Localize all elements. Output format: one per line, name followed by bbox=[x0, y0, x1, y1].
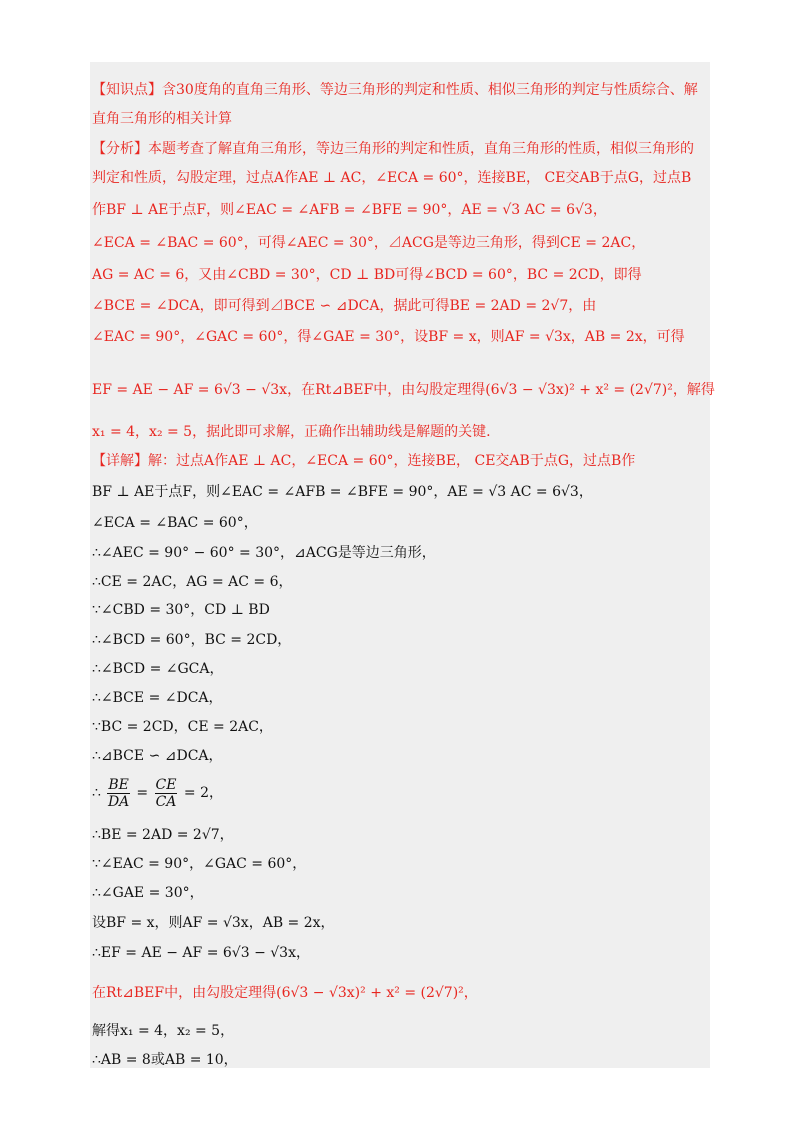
fraction-ce-ca bbox=[155, 777, 178, 810]
solution-line: ∴CE = 2AC，AG = AC = 6， bbox=[92, 574, 293, 590]
fraction-numerator: BE bbox=[108, 776, 129, 793]
solution-line: ∴⊿BCE ∽ ⊿DCA， bbox=[92, 748, 223, 764]
solution-line: BF ⊥ AE于点F，则∠EAC = ∠AFB = ∠BFE = 90°，AE = √3 AC = 6√3， bbox=[92, 484, 593, 500]
fraction-be-da bbox=[107, 777, 130, 810]
fraction-result: = 2， bbox=[183, 785, 224, 801]
solution-line: ∵BC = 2CD，CE = 2AC， bbox=[92, 719, 273, 735]
fraction-equation-line bbox=[92, 775, 712, 811]
analysis-line-9: x₁ = 4，x₂ = 5，据此即可求解，正确作出辅助线是解题的关键. bbox=[92, 424, 491, 440]
analysis-line-1: 【分析】本题考查了解直角三角形，等边三角形的判定和性质，直角三角形的性质，相似三角形的 bbox=[92, 141, 694, 157]
therefore-symbol: ∴ bbox=[92, 785, 101, 801]
solution-line: ∵∠EAC = 90°，∠GAC = 60°， bbox=[92, 856, 307, 872]
analysis-line-6: ∠BCE = ∠DCA，即可得到⊿BCE ∽ ⊿DCA，据此可得BE = 2AD = 2√7，由 bbox=[92, 298, 597, 314]
equals-sign: = bbox=[136, 785, 149, 801]
analysis-line-4: ∠ECA = ∠BAC = 60°，可得∠AEC = 30°，⊿ACG是等边三角形，得到CE = 2AC， bbox=[92, 235, 646, 251]
analysis-line-7: ∠EAC = 90°，∠GAC = 60°，得∠GAE = 30°，设BF = x，则AF = √3x，AB = 2x，可得 bbox=[92, 329, 685, 345]
solution-line: ∴∠BCD = 60°，BC = 2CD， bbox=[92, 632, 292, 648]
final-answer-line: ∴AB = 8或AB = 10， bbox=[92, 1052, 238, 1068]
fraction-numerator: CE bbox=[155, 776, 177, 793]
pythagorean-line: 在Rt⊿BEF中，由勾股定理得(6√3 − √3x)² + x² = (2√7)²， bbox=[92, 985, 478, 1001]
solution-line: ∴EF = AE − AF = 6√3 − √3x， bbox=[92, 945, 310, 961]
fraction-denominator: CA bbox=[155, 793, 177, 810]
analysis-line-8: EF = AE − AF = 6√3 − √3x，在Rt⊿BEF中，由勾股定理得(6√3 − √3x)² + x² = (2√7)²，解得 bbox=[92, 382, 715, 398]
solution-line: ∴BE = 2AD = 2√7， bbox=[92, 827, 234, 843]
solution-line: ∴∠AEC = 90° − 60° = 30°，⊿ACG是等边三角形， bbox=[92, 545, 436, 561]
solution-line: ∴∠GAE = 30°， bbox=[92, 885, 204, 901]
fraction-denominator: DA bbox=[107, 793, 130, 810]
solution-line: ∴∠BCD = ∠GCA， bbox=[92, 661, 224, 677]
analysis-line-5: AG = AC = 6，又由∠CBD = 30°，CD ⊥ BD可得∠BCD = 60°，BC = 2CD，即得 bbox=[92, 267, 642, 283]
analysis-line-2: 判定和性质，勾股定理，过点A作AE ⊥ AC，∠ECA = 60°，连接BE， CE交AB于点G，过点B bbox=[92, 170, 692, 186]
solution-line: 设BF = x，则AF = √3x，AB = 2x， bbox=[92, 915, 335, 931]
analysis-line-3: 作BF ⊥ AE于点F，则∠EAC = ∠AFB = ∠BFE = 90°，AE = √3 AC = 6√3， bbox=[92, 202, 607, 218]
solution-line: ∵∠CBD = 30°，CD ⊥ BD bbox=[92, 602, 270, 618]
solution-line: 解得x₁ = 4，x₂ = 5， bbox=[92, 1023, 235, 1039]
knowledge-point-line-1: 【知识点】含30度角的直角三角形、等边三角形的判定和性质、相似三角形的判定与性质综合、解 bbox=[92, 82, 698, 98]
knowledge-point-line-2: 直角三角形的相关计算 bbox=[92, 111, 232, 127]
solution-heading-line: 【详解】解：过点A作AE ⊥ AC，∠ECA = 60°，连接BE， CE交AB于点G，过点B作 bbox=[92, 453, 636, 469]
solution-line: ∴∠BCE = ∠DCA， bbox=[92, 690, 223, 706]
solution-line: ∠ECA = ∠BAC = 60°， bbox=[92, 515, 258, 531]
